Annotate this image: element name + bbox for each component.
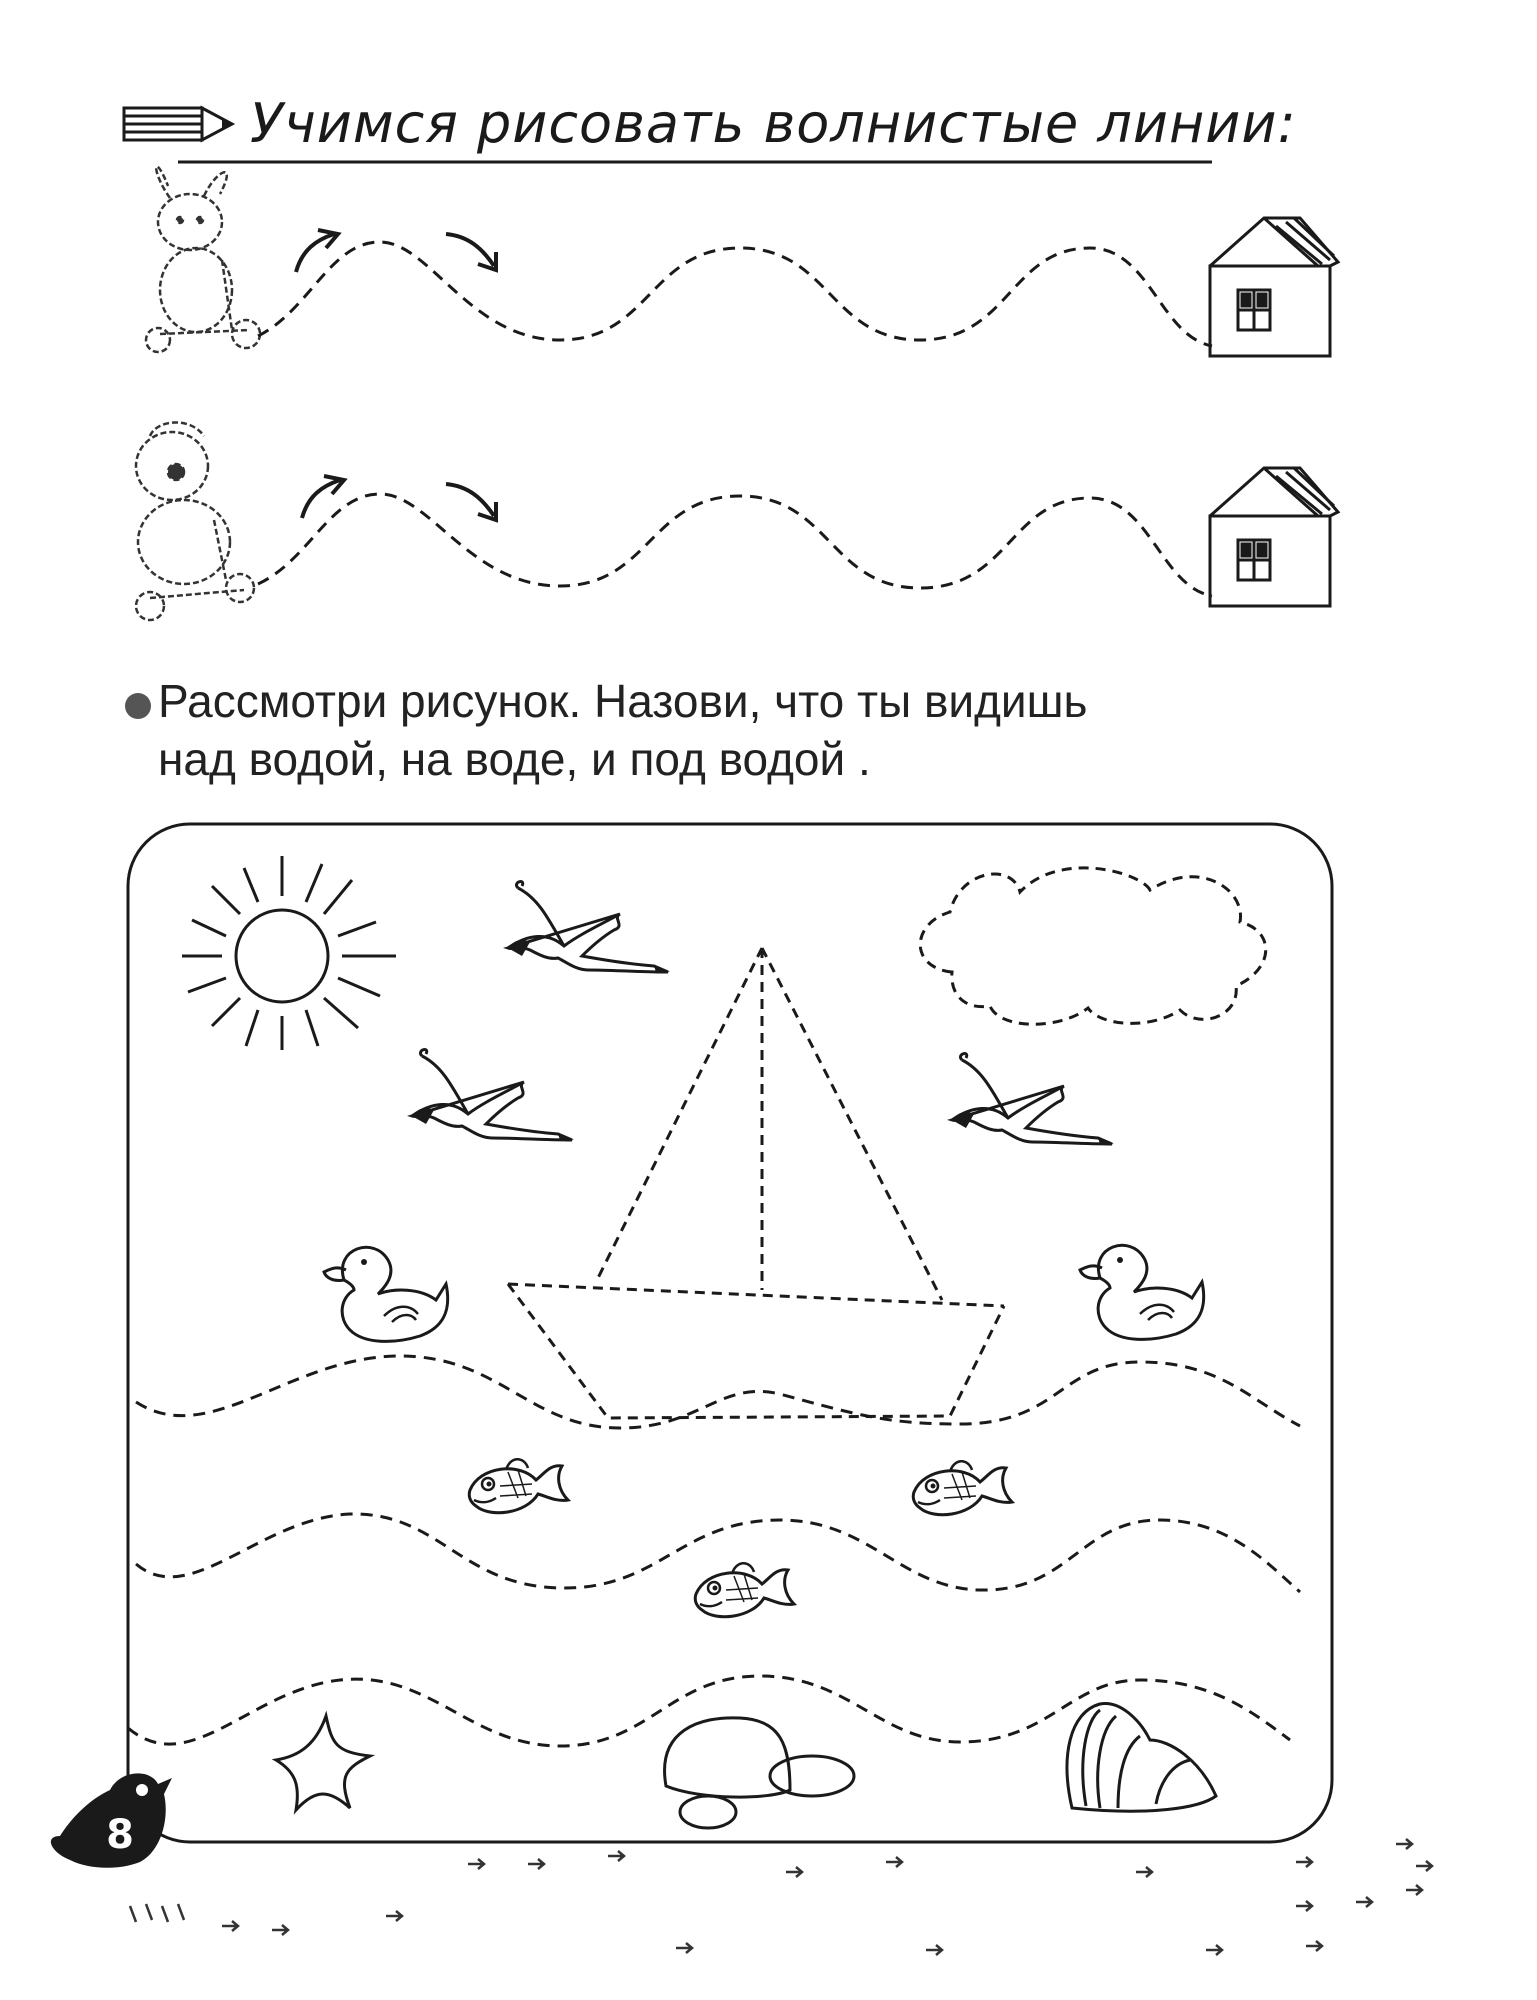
seagull-icon [508,882,670,972]
instruction-line-1: Рассмотри рисунок. Назови, что ты видишь [158,675,1088,727]
page-title: Учимся рисовать волнистые линии: [250,92,1297,155]
fish-icon [913,1461,1012,1515]
seashell-icon [1067,1703,1216,1811]
tracing-wave-line [258,494,1212,596]
duck-icon [1080,1245,1204,1339]
bear-on-scooter [136,422,254,620]
instruction-text [158,672,1087,788]
tracing-wave-line [136,1514,1300,1592]
fish-icon [695,1563,794,1617]
cloud-outline [920,868,1266,1024]
direction-arrow-icon [446,484,496,520]
fish-icon [469,1459,568,1513]
sun-icon [182,856,396,1050]
bullet-icon [125,693,151,719]
tracing-wave-line [258,242,1212,346]
stones-icon [665,1718,854,1828]
decorative-ground-marks [130,1839,1432,1955]
instruction-line-2: над водой, на воде, и под водой . [158,733,871,785]
page-number: 8 [106,1812,134,1858]
house-icon [1210,218,1338,356]
duck-icon [324,1247,448,1341]
bunny-on-scooter [146,167,260,352]
tracing-wave-line [128,1676,1290,1746]
pencil-icon [124,108,232,140]
sailboat-outline [508,948,1004,1418]
house-icon [1210,468,1338,606]
scene-frame [128,824,1332,1842]
direction-arrow-icon [446,234,496,270]
seagull-icon [952,1054,1114,1144]
starfish-icon [276,1716,370,1810]
seagull-icon [412,1050,574,1140]
